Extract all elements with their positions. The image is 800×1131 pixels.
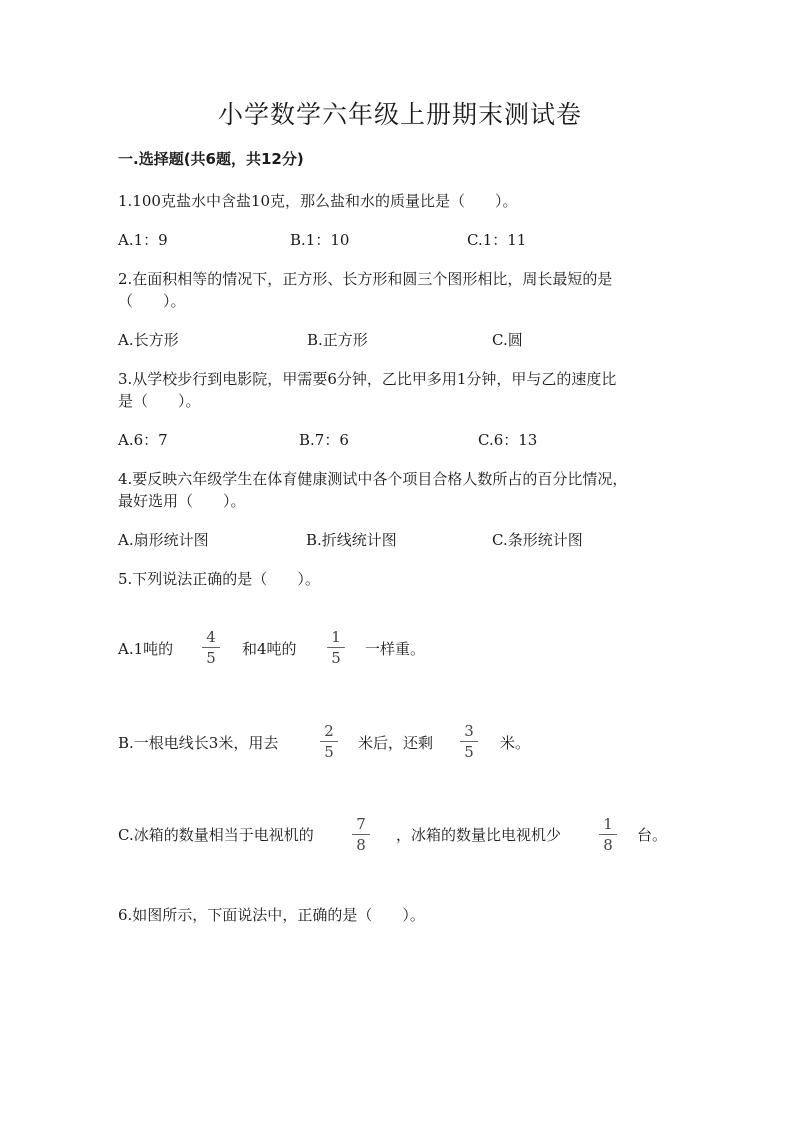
question-4-text-line1: 4.要反映六年级学生在体育健康测试中各个项目合格人数所占的百分比情况， <box>118 470 628 488</box>
fraction-denominator: 5 <box>464 743 474 761</box>
question-1-option-b[interactable]: B.1：10 <box>290 231 350 249</box>
question-5-option-c[interactable]: C.冰箱的数量相当于电视机的 <box>118 826 314 844</box>
question-2-option-a[interactable]: A.长方形 <box>118 331 179 349</box>
question-5-option-c-middle: ，冰箱的数量比电视机少 <box>396 826 562 844</box>
fraction-denominator: 8 <box>603 836 613 854</box>
question-4-option-a[interactable]: A.扇形统计图 <box>118 531 209 549</box>
question-1-option-c[interactable]: C.1：11 <box>467 231 527 249</box>
question-1-option-a[interactable]: A.1：9 <box>118 231 168 249</box>
fraction-numerator: 7 <box>356 815 366 833</box>
fraction-three-fifths <box>458 724 480 760</box>
question-2-text-line2: （ ）。 <box>118 292 186 310</box>
fraction-four-fifths <box>200 630 222 666</box>
fraction-denominator: 5 <box>206 649 216 667</box>
question-5-option-b[interactable]: B.一根电线长3米，用去 <box>118 734 279 752</box>
question-2-option-c[interactable]: C.圆 <box>492 331 523 349</box>
question-6-text: 6.如图所示，下面说法中，正确的是（ ）。 <box>118 906 425 924</box>
fraction-seven-eighths <box>350 817 372 853</box>
question-2-option-b[interactable]: B.正方形 <box>307 331 368 349</box>
fraction-denominator: 8 <box>356 836 366 854</box>
fraction-numerator: 1 <box>603 815 613 833</box>
question-5-option-a-end: 一样重。 <box>365 640 426 658</box>
question-5-text: 5.下列说法正确的是（ ）。 <box>118 570 320 588</box>
question-1-text: 1.100克盐水中含盐10克，那么盐和水的质量比是（ ）。 <box>118 192 518 210</box>
fraction-denominator: 5 <box>331 649 341 667</box>
question-3-option-c[interactable]: C.6：13 <box>478 431 538 449</box>
question-5-option-a[interactable]: A.1吨的 <box>118 640 174 658</box>
question-3-option-a[interactable]: A.6：7 <box>118 431 168 449</box>
fraction-numerator: 1 <box>331 628 341 646</box>
fraction-denominator: 5 <box>324 743 334 761</box>
question-5-option-a-middle: 和4吨的 <box>242 640 297 658</box>
section-heading: 一.选择题(共6题，共12分) <box>118 150 304 168</box>
question-2-text-line1: 2.在面积相等的情况下，正方形、长方形和圆三个图形相比，周长最短的是 <box>118 270 613 288</box>
fraction-two-fifths <box>318 724 340 760</box>
question-4-text-line2: 最好选用（ ）。 <box>118 492 246 510</box>
question-3-text-line1: 3.从学校步行到电影院，甲需要6分钟，乙比甲多用1分钟，甲与乙的速度比 <box>118 370 617 388</box>
fraction-numerator: 3 <box>464 722 474 740</box>
question-4-option-c[interactable]: C.条形统计图 <box>492 531 583 549</box>
fraction-numerator: 2 <box>324 722 334 740</box>
page-title: 小学数学六年级上册期末测试卷 <box>217 100 582 129</box>
fraction-one-fifth <box>325 630 347 666</box>
question-5-option-b-end: 米。 <box>500 734 531 752</box>
question-4-option-b[interactable]: B.折线统计图 <box>306 531 397 549</box>
question-5-option-b-middle: 米后，还剩 <box>358 734 434 752</box>
fraction-one-eighth <box>597 817 619 853</box>
fraction-numerator: 4 <box>206 628 216 646</box>
question-3-text-line2: 是（ ）。 <box>118 392 201 410</box>
question-3-option-b[interactable]: B.7：6 <box>299 431 349 449</box>
question-5-option-c-end: 台。 <box>637 826 668 844</box>
